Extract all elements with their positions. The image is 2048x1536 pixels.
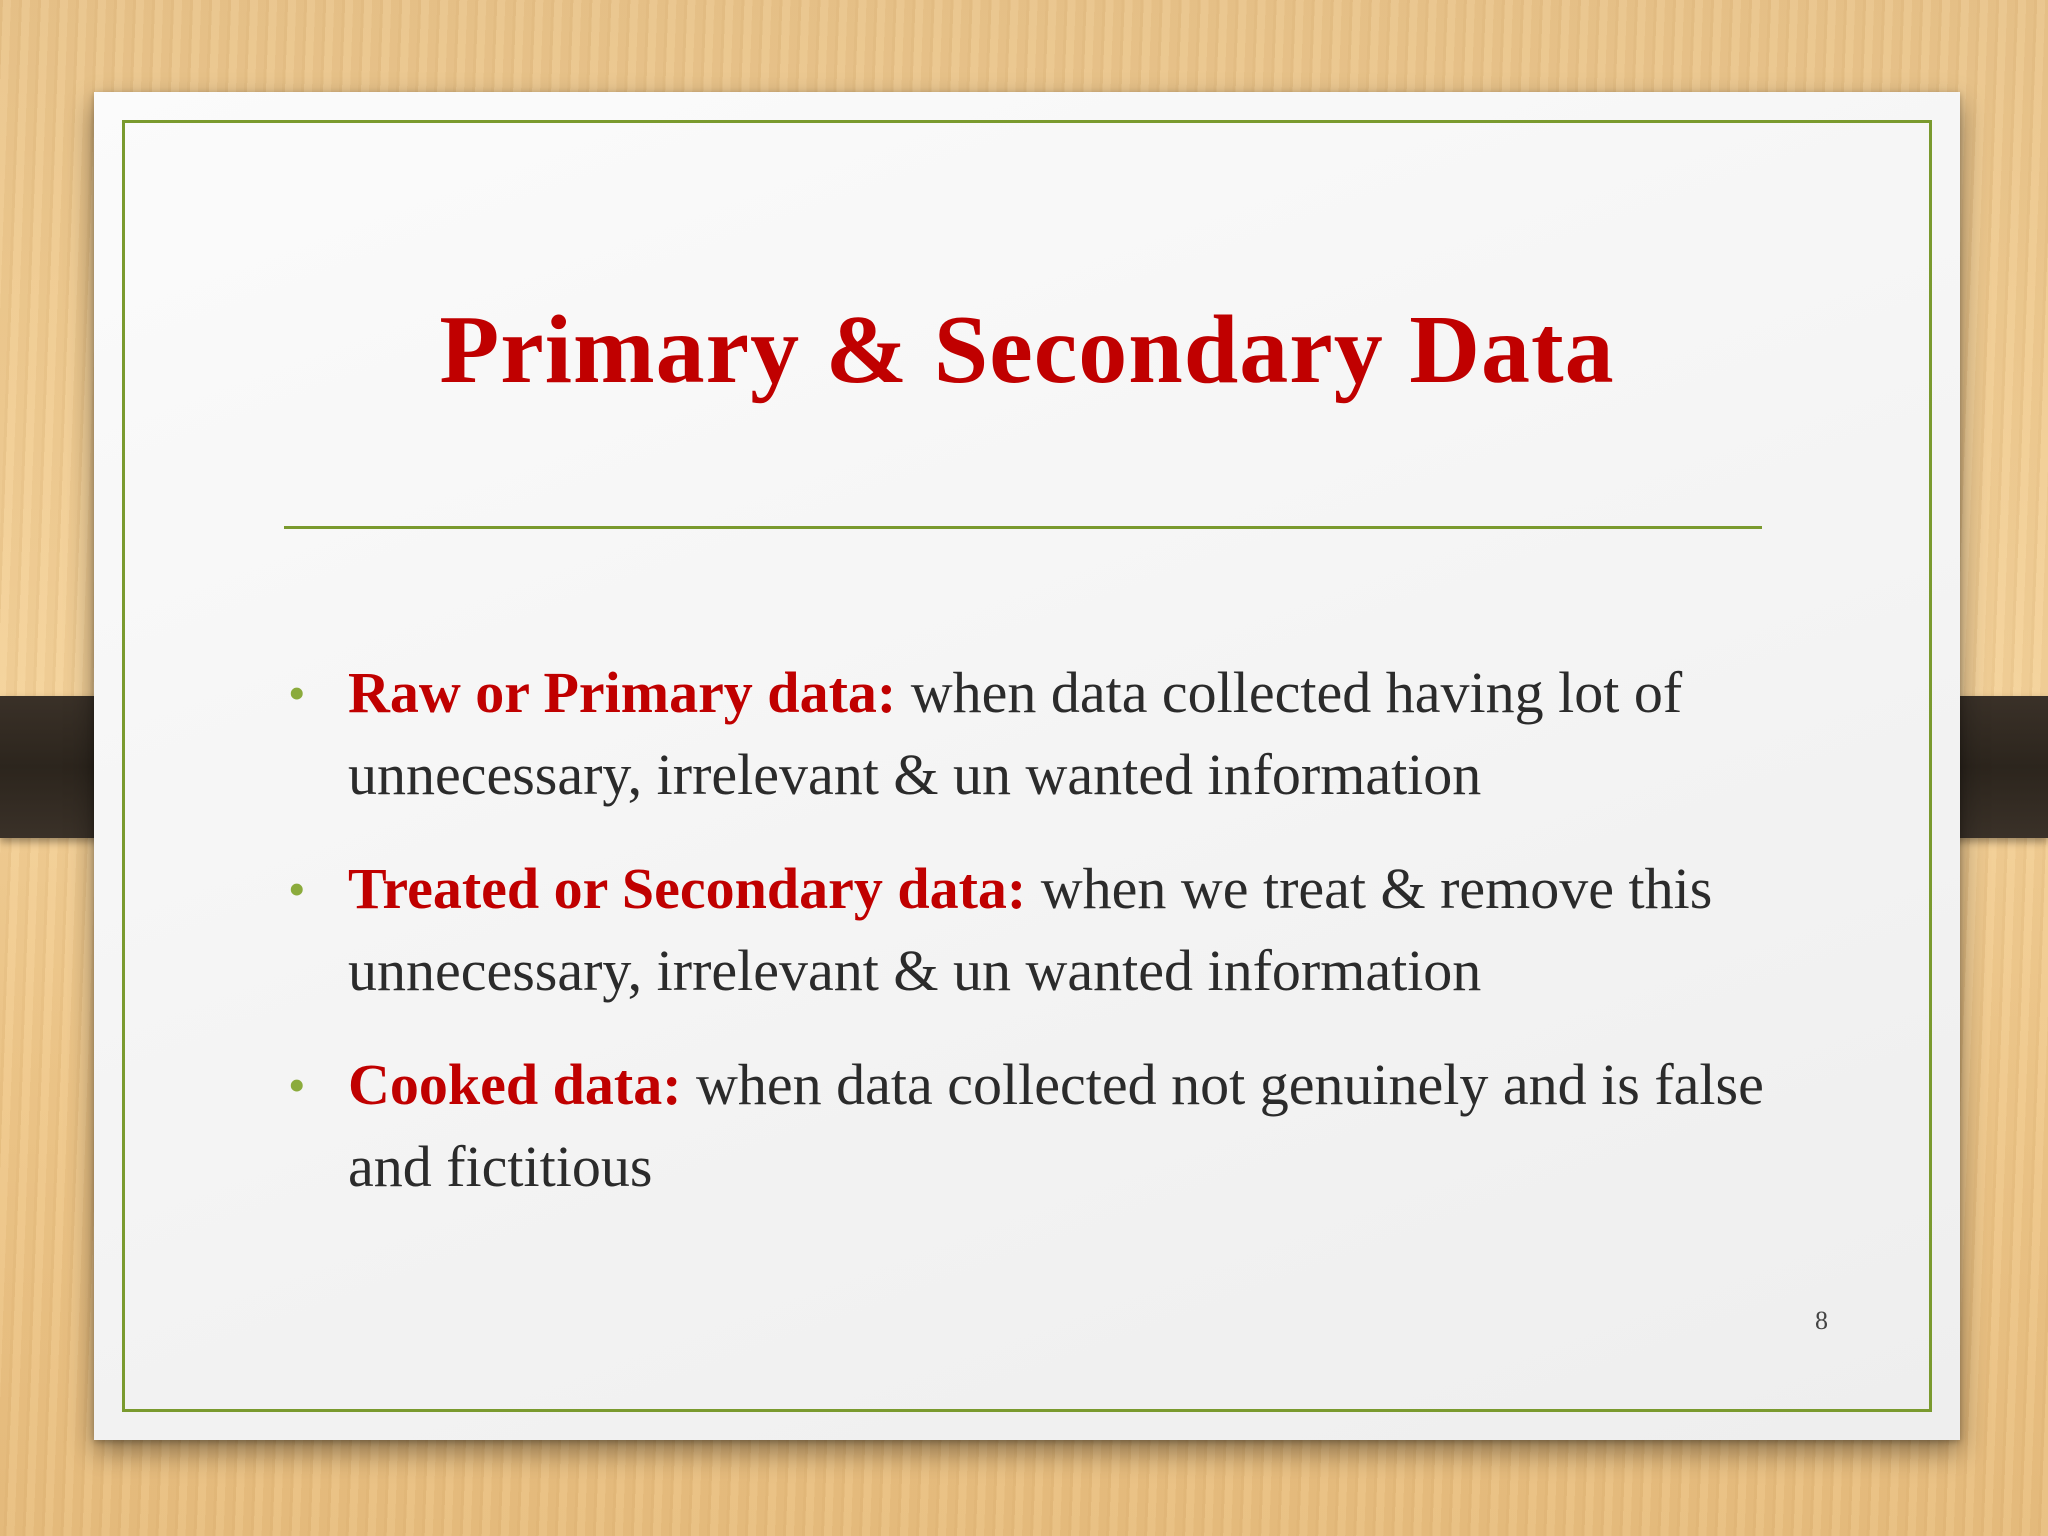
bullet-description: when data collected not genuinely and is false and fictitious: [348, 1052, 1764, 1199]
bullet-term: Cooked data:: [348, 1052, 682, 1117]
bullet-item-cooked: [284, 1044, 1844, 1208]
bullet-item-treated-secondary: [284, 848, 1844, 1012]
bullet-icon: •: [288, 665, 306, 721]
bullet-list: [284, 652, 1844, 1240]
bullet-term: Raw or Primary data:: [348, 660, 897, 725]
page-number: 8: [1815, 1306, 1828, 1335]
bullet-description: when we treat & remove this unnecessary, irrelevant & un wanted information: [348, 856, 1713, 1003]
bullet-icon: •: [288, 861, 306, 917]
bullet-description: when data collected having lot of unnecessary, irrelevant & un wanted information: [348, 660, 1683, 807]
bullet-icon: •: [288, 1057, 306, 1113]
title-divider: [284, 526, 1762, 529]
slide-card: [94, 92, 1960, 1440]
bullet-item-raw-primary: [284, 652, 1844, 816]
bullet-term: Treated or Secondary data:: [348, 856, 1027, 921]
slide-title: Primary & Secondary Data: [439, 296, 1615, 404]
